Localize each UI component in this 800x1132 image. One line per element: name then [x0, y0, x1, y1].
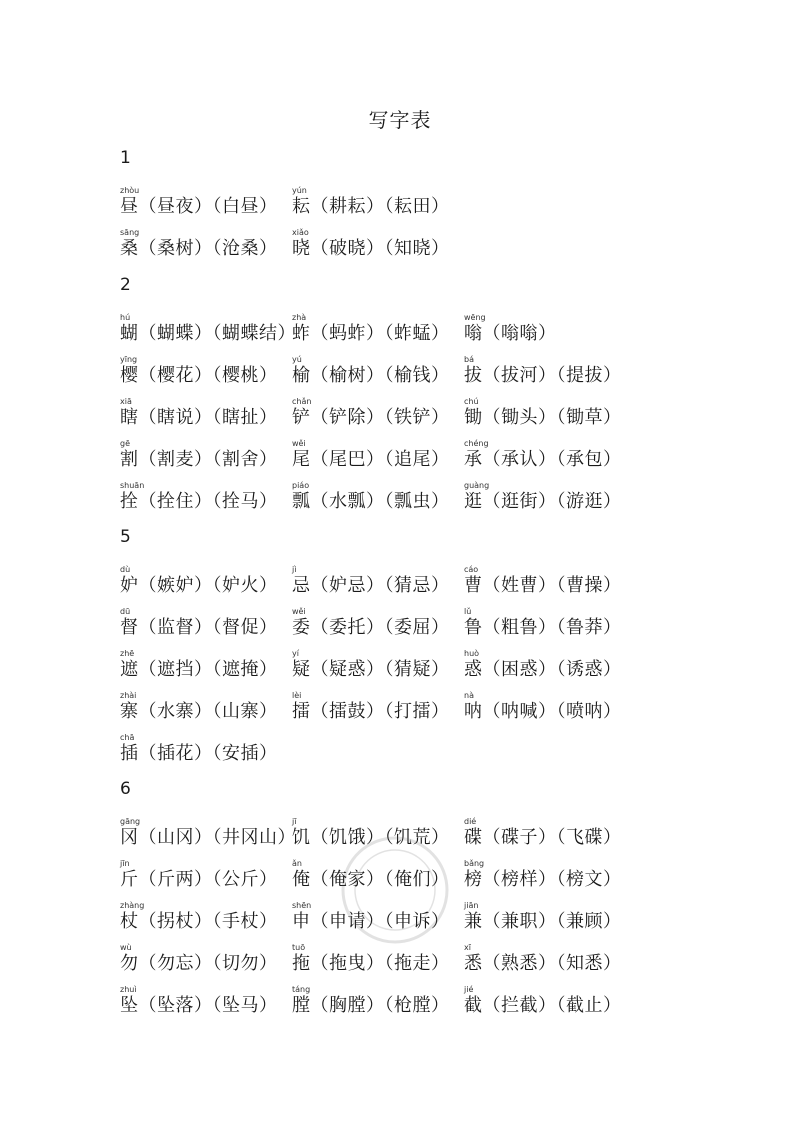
pinyin-label: cáo — [464, 565, 479, 574]
word-row — [120, 398, 760, 432]
character-words: 忌（妒忌）（猜忌） — [292, 575, 450, 596]
character-words: 惑（困惑）（诱惑） — [464, 659, 622, 680]
word-row — [120, 314, 760, 348]
section-number: 5 — [120, 527, 131, 547]
pinyin-label: yīng — [120, 355, 138, 364]
pinyin-label: jì — [292, 565, 297, 574]
character-words: 妒（嫉妒）（妒火） — [120, 575, 278, 596]
pinyin-label: zhài — [120, 691, 137, 700]
word-row — [120, 229, 760, 263]
character-words: 榜（榜样）（榜文） — [464, 869, 622, 890]
word-row — [120, 944, 760, 978]
character-words: 委（委托）（委屈） — [292, 617, 450, 638]
pinyin-label: hú — [120, 313, 131, 322]
pinyin-label: gāng — [120, 817, 141, 826]
pinyin-label: wēng — [464, 313, 486, 322]
word-row — [120, 187, 760, 221]
character-words: 逛（逛街）（游逛） — [464, 491, 622, 512]
word-row — [120, 440, 760, 474]
pinyin-label: dié — [464, 817, 477, 826]
character-words: 蝴（蝴蝶）（蝴蝶结） — [120, 323, 296, 344]
pinyin-label: guàng — [464, 481, 490, 490]
character-words: 尾（尾巴）（追尾） — [292, 449, 450, 470]
pinyin-label: chǎn — [292, 397, 312, 406]
character-words: 截（拦截）（截止） — [464, 995, 622, 1016]
character-words: 瞎（瞎说）（瞎扯） — [120, 407, 278, 428]
pinyin-label: lèi — [292, 691, 302, 700]
character-words: 督（监督）（督促） — [120, 617, 278, 638]
pinyin-label: chú — [464, 397, 479, 406]
character-words: 冈（山冈）（井冈山） — [120, 827, 296, 848]
character-words: 嗡（嗡嗡） — [464, 323, 557, 344]
word-row — [120, 482, 760, 516]
character-words: 割（割麦）（割舍） — [120, 449, 278, 470]
pinyin-label: nà — [464, 691, 474, 700]
pinyin-label: wěi — [292, 439, 306, 448]
pinyin-label: zhuì — [120, 985, 137, 994]
pinyin-label: jīn — [120, 859, 130, 868]
character-words: 鲁（粗鲁）（鲁莽） — [464, 617, 622, 638]
pinyin-label: yú — [292, 355, 302, 364]
character-words: 饥（饥饿）（饥荒） — [292, 827, 450, 848]
character-words: 拴（拴住）（拴马） — [120, 491, 278, 512]
word-row — [120, 860, 760, 894]
pinyin-label: bǎng — [464, 859, 485, 868]
character-words: 榆（榆树）（榆钱） — [292, 365, 450, 386]
pinyin-label: tuō — [292, 943, 306, 952]
character-words: 樱（樱花）（樱桃） — [120, 365, 278, 386]
character-words: 俺（俺家）（俺们） — [292, 869, 450, 890]
section-number: 6 — [120, 779, 131, 799]
character-words: 遮（遮挡）（遮掩） — [120, 659, 278, 680]
pinyin-label: yún — [292, 186, 307, 195]
character-words: 兼（兼职）（兼顾） — [464, 911, 622, 932]
word-row — [120, 692, 760, 726]
character-words: 勿（勿忘）（切勿） — [120, 953, 278, 974]
pinyin-label: huò — [464, 649, 480, 658]
character-words: 呐（呐喊）（喷呐） — [464, 701, 622, 722]
section-number: 2 — [120, 275, 131, 295]
pinyin-label: shēn — [292, 901, 312, 910]
character-words: 桑（桑树）（沧桑） — [120, 238, 278, 259]
pinyin-label: jiān — [464, 901, 479, 910]
pinyin-label: ǎn — [292, 859, 302, 868]
character-words: 申（申请）（申诉） — [292, 911, 450, 932]
word-row — [120, 734, 760, 768]
pinyin-label: shuān — [120, 481, 145, 490]
pinyin-label: wù — [120, 943, 132, 952]
word-row — [120, 650, 760, 684]
character-words: 拔（拔河）（提拔） — [464, 365, 622, 386]
pinyin-label: jié — [464, 985, 474, 994]
character-words: 坠（坠落）（坠马） — [120, 995, 278, 1016]
character-words: 擂（擂鼓）（打擂） — [292, 701, 450, 722]
character-words: 疑（疑惑）（猜疑） — [292, 659, 450, 680]
character-words: 耘（耕耘）（耘田） — [292, 196, 450, 217]
character-words: 晓（破晓）（知晓） — [292, 238, 450, 259]
word-row — [120, 818, 760, 852]
character-words: 锄（锄头）（锄草） — [464, 407, 622, 428]
character-words: 插（插花）（安插） — [120, 743, 278, 764]
pinyin-label: xiā — [120, 397, 132, 406]
character-words: 拖（拖曳）（拖走） — [292, 953, 450, 974]
pinyin-label: chéng — [464, 439, 489, 448]
pinyin-label: yí — [292, 649, 299, 658]
pinyin-label: dù — [120, 565, 131, 574]
word-row — [120, 356, 760, 390]
word-row — [120, 986, 760, 1020]
character-words: 膛（胸膛）（枪膛） — [292, 995, 450, 1016]
pinyin-label: piáo — [292, 481, 310, 490]
character-words: 瓢（水瓢）（瓢虫） — [292, 491, 450, 512]
pinyin-label: gē — [120, 439, 130, 448]
pinyin-label: chā — [120, 733, 135, 742]
word-row — [120, 902, 760, 936]
pinyin-label: zhà — [292, 313, 307, 322]
pinyin-label: sāng — [120, 228, 140, 237]
character-words: 昼（昼夜）（白昼） — [120, 196, 278, 217]
character-words: 斤（斤两）（公斤） — [120, 869, 278, 890]
pinyin-label: wěi — [292, 607, 306, 616]
pinyin-label: jī — [292, 817, 297, 826]
character-words: 曹（姓曹）（曹操） — [464, 575, 622, 596]
pinyin-label: zhòu — [120, 186, 140, 195]
character-words: 悉（熟悉）（知悉） — [464, 953, 622, 974]
page-title: 写字表 — [368, 108, 432, 132]
character-words: 杖（拐杖）（手杖） — [120, 911, 278, 932]
pinyin-label: dū — [120, 607, 131, 616]
character-words: 碟（碟子）（飞碟） — [464, 827, 622, 848]
character-words: 承（承认）（承包） — [464, 449, 622, 470]
pinyin-label: lǔ — [464, 607, 472, 616]
pinyin-label: bá — [464, 355, 474, 364]
pinyin-label: zhàng — [120, 901, 145, 910]
pinyin-label: táng — [292, 985, 311, 994]
character-words: 铲（铲除）（铁铲） — [292, 407, 450, 428]
section-number: 1 — [120, 148, 131, 168]
pinyin-label: zhē — [120, 649, 135, 658]
word-row — [120, 566, 760, 600]
character-words: 寨（水寨）（山寨） — [120, 701, 278, 722]
pinyin-label: xī — [464, 943, 471, 952]
character-words: 蚱（蚂蚱）（蚱蜢） — [292, 323, 450, 344]
word-row — [120, 608, 760, 642]
pinyin-label: xiǎo — [292, 228, 309, 237]
